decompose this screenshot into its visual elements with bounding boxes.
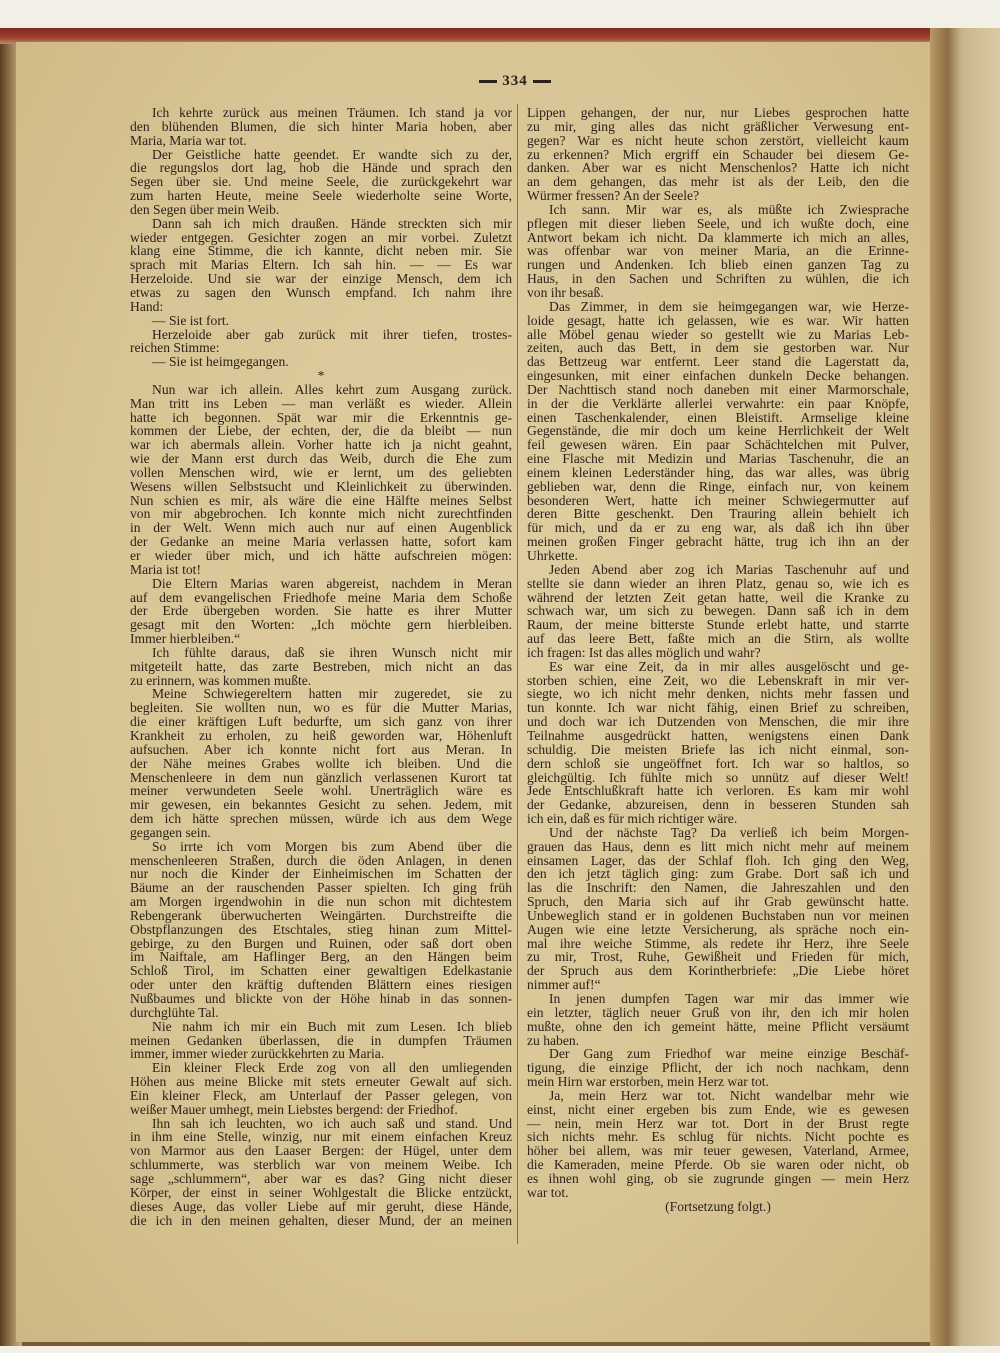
text-line: zeiten, auch das Bett, in dem sie gestorben war. Nur (527, 340, 909, 356)
text-line: Teilnahme ausgedrückt hatten, wenigstens einen Dank (527, 727, 909, 743)
paragraph (527, 826, 909, 992)
paragraph (527, 203, 909, 300)
page-header (470, 73, 560, 90)
text-line: vollen Menschen wird, wie er lernt, um des geliebten (130, 464, 512, 480)
text-line: zu erinnern, was kommen mußte. (130, 672, 312, 688)
text-line: zu haben. (527, 1032, 580, 1048)
text-line: der Erde übergeben worden. Sie hatte es ihrer Mutter (130, 603, 512, 619)
text-line: für mich, und da er zu eng war, als daß ich ihn über (527, 520, 909, 536)
text-line: in der die Verklärte allerlei verwahrte: ein paar Knöpfe, (527, 395, 909, 411)
text-line: Bäume an der rauschenden Passer spielten. Ich ging früh (130, 880, 512, 896)
text-line: gegen? War es nicht heute schon zerstört, vielleicht kaum (527, 132, 909, 148)
text-line: von Marmor aus den Laaser Bergen: der Hügel, unter dem (130, 1143, 512, 1159)
text-line: — Sie ist fort. (152, 312, 230, 328)
centered-text (130, 369, 512, 383)
text-line: der Gedanke, abzureisen, denn in besseren Stunden sah (527, 797, 909, 813)
text-line: Würmer fressen? An der Seele? (527, 188, 700, 204)
text-line: Ja, mein Herz war tot. Nicht wandelbar mehr wie (549, 1087, 909, 1103)
text-line: von ihr besaß. (527, 284, 604, 300)
text-line: war tot. (527, 1184, 569, 1200)
paragraph (130, 328, 512, 356)
text-line: das Bettzeug war entfernt. Leer stand die Lagerstatt da, (527, 354, 909, 370)
text-line: Nun war ich allein. Alles kehrt zum Ausgang zurück. (152, 381, 512, 397)
paragraph (527, 106, 909, 203)
text-line: menschenleeren Straßen, durch die öden Anlagen, in denen (130, 852, 512, 868)
text-line: In jenen dumpfen Tagen war mir das immer wie (549, 991, 909, 1006)
text-line: einem kleinen Lederständer hing, das war alles, was übrig (527, 464, 909, 480)
text-line: zu erkennen? Mich ergriff ein Schauder bei diesem Ge- (527, 146, 909, 162)
text-line: Jede Entschlußkraft hatte ich verloren. Es kam mir wohl (527, 783, 909, 799)
text-line: in der Welt. Wenn mich auch nur auf einen Augenblick (130, 520, 512, 536)
text-line: Antwort bekam ich nicht. Da klammerte ich mich an alles, (527, 229, 909, 245)
text-line: meinen großen Finger gebracht hätte, trug ich ihn an der (527, 534, 909, 550)
text-line: Unbeweglich stand er in goldenen Buchstaben nun vor meinen (527, 907, 909, 923)
text-line: Der Gang zum Friedhof war meine einzige Beschäf- (549, 1046, 909, 1062)
text-line: alle Möbel genau wieder so gestellt wie zu Marias Leb- (527, 326, 909, 342)
text-line: klang eine Stimme, die ich kannte, dicht neben mir. Sie (130, 243, 512, 259)
text-line: Dann sah ich mich draußen. Hände streckten sich mir (152, 215, 512, 231)
text-line: Immer hierbleiben.“ (130, 631, 241, 647)
text-line: Haus, in den Sachen und Schriften zu wühlen, die ich (527, 271, 909, 287)
text-line: nur noch die Kinder der Einheimischen im Schatten der (130, 866, 512, 882)
paragraph (527, 300, 909, 563)
text-line: auf das leere Bett, faßte mich an die Stirn, als wollte (527, 631, 909, 647)
text-line: Ein kleiner Fleck, am Unterlauf der Passer gelegen, von (130, 1087, 512, 1103)
text-line: Herzeloide. Und sie war der einzige Mensch, dem ich (130, 271, 512, 287)
text-line: sprach mit Marias Eltern. Ich sah hin. — — Es war (130, 257, 512, 273)
paragraph (130, 106, 512, 148)
text-line: von mir abgebrochen. Ich konnte mich nicht zurechtfinden (130, 506, 512, 522)
text-line: wieder entgegen. Gesichter zogen an mir vorbei. Zuletzt (130, 229, 512, 245)
text-line: wie der Mann erst durch das Weib, durch die Ehe zum (130, 451, 512, 467)
text-line: gebirge, zu den Burgen und Ruinen, oder saß dort oben (130, 935, 512, 951)
text-line: die regungslos dort lag, hob die Hände und sprach den (130, 160, 512, 176)
text-line: Segen über sie. Und meine Seele, die zurückgekehrt war (130, 174, 512, 190)
text-line: pflegen mit dieser lieben Seele, und ich wußte doch, eine (527, 215, 909, 231)
text-line: Rebengerank überwucherten Weingärten. Durchstreifte die (130, 907, 512, 923)
text-line: Meine Schwiegereltern hatten mir zugeredet, sie zu (152, 686, 512, 702)
text-line: im Naiftale, am Haflinger Berg, an den Hängen beim (130, 949, 512, 965)
text-line: Nußbaumes und blickte von der Höhe hinab in das sonnen- (130, 991, 512, 1006)
text-line: Hand: (130, 298, 164, 314)
text-line: Augen wie eine letzte Versicherung, als spräche noch ein- (527, 921, 909, 937)
text-line: er wieder über mich, und ich hätte aufschreien mögen: (130, 548, 512, 563)
text-line: mal ihre weiche Stimme, als redete ihr Herz, ihre Seele (527, 935, 909, 951)
text-line: (Fortsetzung folgt.) (665, 1198, 771, 1214)
text-line: mir gewesen, ein bekanntes Gesicht zu sehen. Jedem, mit (130, 797, 512, 813)
text-line: Man tritt ins Leben — man verläßt es wieder. Allein (130, 395, 512, 411)
text-column-right (527, 106, 909, 1214)
text-line: Raum, der meine bitterste Stunde erlebt hatte, und starrte (527, 617, 909, 633)
text-line: Herzeloide aber gab zurück mit ihrer tiefen, trostes- (152, 326, 512, 342)
text-line: der Gedanke an meine Maria verlassen hatte, sofort kam (130, 534, 512, 550)
text-line: * (317, 368, 325, 384)
text-line: eine Flasche mit Medizin und Marias Taschenuhr, die an (527, 451, 909, 467)
text-line: Nun schien es mir, als wäre die eine Hälfte meines Selbst (130, 492, 512, 508)
text-line: aufsuchen. Aber ich konnte nicht fort aus Meran. In (130, 741, 512, 757)
paragraph (130, 217, 512, 314)
paragraph (130, 1117, 512, 1228)
text-line: eingesunken, mit einer einfachen dunkeln Decke behangen. (527, 368, 909, 384)
text-column-left (130, 106, 512, 1227)
text-line: storben schien, eine Zeit, wo die Lebenskraft in mir ver- (527, 672, 909, 688)
text-line: schlummerte, was sterblich war von meinem Weibe. Ich (130, 1157, 512, 1173)
text-line: Lippen gehangen, der nur, nur Liebes gesprochen hatte (527, 105, 909, 120)
text-line: deren Bitte geschenkt. Den Trauring allein behielt ich (527, 506, 909, 522)
text-line: die Kameraden, meine Pferde. Ob sie waren oder nicht, ob (527, 1157, 909, 1173)
text-line: Maria, Maria war tot. (130, 132, 247, 148)
text-line: begleiten. Sie wollten nun, wo es für die Mutter Marias, (130, 700, 512, 716)
text-line: reichen Stimme: (130, 340, 220, 356)
paragraph (130, 1020, 512, 1062)
text-line: loide gesagt, hatte ich gelassen, wie es war. Wir hatten (527, 312, 909, 328)
text-line: kommen der Liebe, der echten, der, die da bleibt — nun (130, 423, 512, 439)
paragraph (527, 1089, 909, 1200)
paragraph (130, 148, 512, 217)
text-line: danken. Aber war es nicht Menschenlos? Hatte ich nicht (527, 160, 909, 176)
text-line: gleichgültig. Ich fühlte mich so unnütz auf dieser Welt! (527, 769, 909, 785)
text-line: und doch war ich Dutzenden von Menschen, die mir ihre (527, 714, 909, 730)
text-line: ich fragen: Ist das alles möglich und wahr? (527, 644, 761, 660)
text-line: So irrte ich vom Morgen bis zum Abend über die (152, 838, 512, 854)
text-line: Obstpflanzungen des Etschtales, stieg hinan zum Mittel- (130, 921, 512, 937)
text-line: sich nichts mehr. Es schlug für nichts. Nicht pochte es (527, 1129, 909, 1145)
centered-text (527, 1200, 909, 1214)
paragraph (527, 992, 909, 1047)
text-line: Menschenleere in dem nun gänzlich verlassenen Kurort tat (130, 769, 512, 785)
text-line: Krankheit zu erholen, zu heiß geworden war, Höhenluft (130, 727, 512, 743)
text-line: Nie nahm ich mir ein Buch mit zum Lesen. Ich blieb (152, 1018, 512, 1034)
text-line: rungen und Andenken. Ich blieb einen ganzen Tag zu (527, 257, 909, 273)
text-line: Ich fühlte daraus, daß sie ihren Wunsch nicht mir (152, 644, 512, 660)
text-line: siegte, wo ich nicht mehr denken, nichts mehr fassen und (527, 686, 909, 702)
text-line: es ihnen wohl ging, ob sie zugrunde gingen — mein Herz (527, 1170, 909, 1186)
text-line: am Morgen irgendwohin in die nun schon mit dichtestem (130, 894, 512, 910)
text-line: Es war eine Zeit, da in mir alles ausgelöscht und ge- (549, 658, 909, 674)
text-line: einst, nicht einer ergeben bis zum Ende, wie es gewesen (527, 1101, 909, 1117)
text-line: hatte ich begonnen. Spät war mir die Erkenntnis ge- (130, 409, 512, 425)
text-line: oder unter den kräftig duftenden Blättern eines riesigen (130, 977, 512, 993)
text-line: was offenbar war von meiner Maria, an die Erinne- (527, 243, 909, 259)
text-line: einsamen Lager, das der Schlaf floh. Ich ging den Weg, (527, 852, 909, 868)
text-line: weißer Mauer umhegt, mein Liebstes bergend: der Friedhof. (130, 1101, 458, 1117)
text-line: immer, immer wieder zurückkehrten zu Maria. (130, 1046, 385, 1062)
text-line: las die Inschrift: den Namen, die Jahreszahlen und den (527, 880, 909, 896)
text-line: ich ein, daß es für mich richtiger wäre. (527, 811, 738, 827)
text-line: geblieben war, denn die Ringe, einfach nur, von keinem (527, 478, 909, 494)
header-dash-left (479, 80, 497, 83)
text-line: mußte, ohne den ich gemeint hätte, meine Pflicht versäumt (527, 1018, 909, 1034)
paragraph (130, 1061, 512, 1116)
paragraph (527, 660, 909, 826)
text-line: Uhrkette. (527, 548, 578, 563)
text-line: meinen Gedanken überlassen, die in dumpfen Träumen (130, 1032, 512, 1048)
text-line: zu mir, Trost, Ruhe, Gewißheit und Frieden für mich, (527, 949, 909, 965)
text-line: gegangen sein. (130, 824, 211, 840)
paragraph (130, 383, 512, 577)
text-line: Maria ist tot! (130, 561, 201, 577)
text-line: — nein, mein Herz war tot. Dort in der Brust regte (527, 1115, 909, 1131)
text-line: besonderen Wert, hatte ich meiner Schwiegermutter auf (527, 492, 909, 508)
paragraph (527, 563, 909, 660)
text-line: dern schloß sie ungeöffnet fort. Ich war so haltlos, so (527, 755, 909, 771)
header-dash-right (533, 80, 551, 83)
text-line: Ich sann. Mir war es, als müßte ich Zwiesprache (549, 201, 909, 217)
paragraph (130, 314, 512, 328)
text-line: Die Eltern Marias waren abgereist, nachdem in Meran (152, 575, 512, 591)
paragraph (527, 1047, 909, 1089)
page-right-edge (930, 28, 1000, 1346)
text-line: dieses Auge, das voller Liebe auf mir geruht, diese Hände, (130, 1198, 512, 1214)
paragraph (130, 840, 512, 1020)
text-line: mein Hirn war erstorben, mein Herz war tot. (527, 1074, 769, 1090)
text-line: die ich in den meinen gehalten, dieser Mund, der an meinen (130, 1212, 512, 1228)
text-line: durchglühte Tal. (130, 1004, 219, 1020)
text-line: Wesens willen Selbstsucht und Kleinlichkeit zu überwinden. (130, 478, 512, 494)
text-line: Der Nachttisch stand noch daneben mit einer Marmorschale, (527, 381, 909, 397)
text-line: Jeden Abend aber zog ich Marias Taschenuhr auf und (549, 561, 909, 577)
text-line: gesagt mit den Worten: „Ich möchte gern hierbleiben. (130, 617, 512, 633)
text-line: stellte sie dann wieder an ihren Platz, genau so, wie ich es (527, 575, 909, 591)
text-line: in ihm eine Stelle, winzig, nur mit einem einfachen Kreuz (130, 1129, 512, 1145)
text-line: Ein kleiner Fleck Erde zog von all den umliegenden (152, 1060, 512, 1076)
text-line: die einer kräftigen Luft bedurfte, um sich ganz von ihrer (130, 714, 512, 730)
page-number: 334 (502, 73, 528, 89)
text-line: auf dem evangelischen Friedhofe meine Maria dem Schoße (130, 589, 512, 605)
text-line: Ihn sah ich leuchten, wo ich auch saß und stand. Und (152, 1115, 512, 1131)
paragraph (130, 646, 512, 688)
text-line: Spruch, den Maria sich auf ihr Grab gewünscht hatte. (527, 894, 909, 910)
text-line: Und der nächste Tag? Da verließ ich beim Morgen- (549, 824, 909, 840)
text-line: Der Geistliche hatte geendet. Er wandte sich zu der, (152, 146, 512, 162)
text-line: — Sie ist heimgegangen. (152, 354, 289, 370)
paragraph (130, 687, 512, 839)
column-divider (517, 104, 518, 1244)
paragraph (130, 577, 512, 646)
text-line: schwach war, um sich zu bewegen. Dann saß ich in dem (527, 603, 909, 619)
text-line: etwas zu sagen den Wunsch empfand. Ich nahm ihre (130, 284, 512, 300)
text-line: Gegenstände, die mir doch um keine Herrlichkeit der Welt (527, 423, 909, 439)
text-line: schuldig. Die meisten Briefe las ich nicht einmal, son- (527, 741, 909, 757)
text-line: war ich abermals allein. Vorher hatte ich ja nicht geahnt, (130, 437, 512, 453)
text-line: einen Taschenkalender, einen Bleistift. Armselige kleine (527, 409, 909, 425)
text-line: der Spruch aus dem Korintherbriefe: „Die Liebe höret (527, 963, 909, 979)
text-line: grauen das Haus, denn es litt mich nicht mehr auf meinem (527, 838, 909, 854)
text-line: höher bei allem, was mir teuer gewesen, Vaterland, Armee, (527, 1143, 909, 1159)
text-line: mitgeteilt hatte, das zarte Bestreben, mich nicht an das (130, 658, 512, 674)
text-line: tun konnte. Ich war nicht fähig, einen Brief zu schreiben, (527, 700, 909, 716)
text-line: an dem gehangen, das mehr ist als der Leib, den die (527, 174, 909, 190)
text-line: zu mir, ging alles das nicht gräßlicher Verwesung ent- (527, 118, 909, 134)
text-line: während der letzten Zeit getan hatte, weil die Kranke zu (527, 589, 909, 605)
text-line: Körper, der einst in seiner Wohlgestalt die Blicke entzückt, (130, 1184, 512, 1200)
text-line: den blühenden Blumen, die sich hinter Maria hoben, aber (130, 118, 512, 134)
text-line: der Nähe meines Grabes wollte ich bleiben. Und die (130, 755, 512, 771)
text-line: ein letzter, täglich neuer Gruß von ihr, den ich mir holen (527, 1004, 909, 1020)
text-line: sage „schlummern“, aber war es das? Ging nicht dieser (130, 1170, 512, 1186)
text-line: Schloß Tirol, im Schatten einer gewaltigen Edelkastanie (130, 963, 512, 979)
text-line: tigung, die einzige Pflicht, der ich noch nachkam, denn (527, 1060, 909, 1076)
text-line: nimmer auf!“ (527, 977, 601, 993)
text-line: meiner verwundeten Seele wohl. Unerträglich wäre es (130, 783, 512, 799)
text-line: Ich kehrte zurück aus meinen Träumen. Ich stand ja vor (152, 105, 512, 120)
text-line: Höhen aus meine Blicke mit stets erneuter Gewalt auf sich. (130, 1074, 512, 1090)
paragraph (130, 355, 512, 369)
text-line: feil gewesen wären. Ein paar Schächtelchen mit Pulver, (527, 437, 909, 453)
text-line: dem ich hätte sprechen müssen, würde ich aus dem Wege (130, 811, 512, 827)
text-line: zum harten Heute, meine Seele wiederholte seine Worte, (130, 188, 512, 204)
text-line: Das Zimmer, in dem sie heimgegangen war, wie Herze- (549, 298, 909, 314)
text-line: den Segen über mein Weib. (130, 201, 280, 217)
text-line: den ich jetzt täglich ging: zum Grabe. Dort saß ich und (527, 866, 909, 882)
